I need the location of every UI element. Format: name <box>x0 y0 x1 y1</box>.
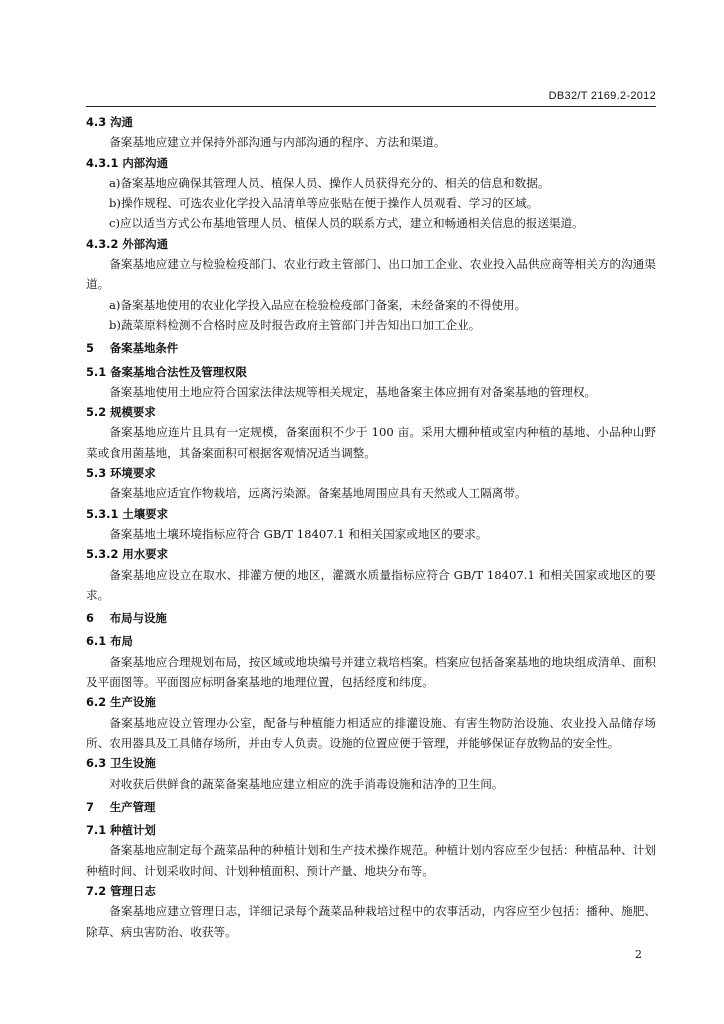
paragraph: 备案基地应制定每个蔬菜品种的种植计划和生产技术操作规范。种植计划内容应至少包括：种植品种、计划种植时间、计划采收时间、计划种植面积、预计产量、地块分布等。 <box>86 843 656 878</box>
list-item: b)蔬菜原料检测不合格时应及时报告政府主管部门并告知出口加工企业。 <box>109 317 481 332</box>
heading-7-1: 7.1 种植计划 <box>86 823 156 838</box>
paragraph: 备案基地使用土地应符合国家法律法规等相关规定，基地备案主体应拥有对备案基地的管理权。 <box>109 384 597 399</box>
list-item: a)备案基地应确保其管理人员、植保人员、操作人员获得充分的、相关的信息和数据。 <box>109 175 550 190</box>
heading-6-3: 6.3 卫生设施 <box>86 756 156 771</box>
paragraph: 备案基地应连片且具有一定规模，备案面积不少于 100 亩。采用大棚种植或室内种植的基地、小品种山野菜或食用菌基地，其备案面积可根据客观情况适当调整。 <box>86 425 656 460</box>
list-item: b)操作规程、可选农业化学投入品清单等应张贴在便于操作人员观看、学习的区域。 <box>109 196 539 211</box>
heading-4-3-1: 4.3.1 内部沟通 <box>86 155 168 170</box>
list-item: a)备案基地使用的农业化学投入品应在检验检疫部门备案，未经备案的不得使用。 <box>109 297 527 312</box>
paragraph: 备案基地应设立在取水、排灌方便的地区，灌溉水质量指标应符合 GB/T 18407.1 和相关国家或地区的要求。 <box>86 567 656 602</box>
heading-6-2: 6.2 生产设施 <box>86 695 156 710</box>
page-number: 2 <box>635 948 642 961</box>
document-body <box>86 112 656 942</box>
heading-6-1: 6.1 布局 <box>86 634 133 649</box>
heading-5-3-2: 5.3.2 用水要求 <box>86 547 168 562</box>
paragraph: 备案基地应建立与检验检疫部门、农业行政主管部门、出口加工企业、农业投入品供应商等相关方的沟通渠道。 <box>86 257 656 292</box>
document-code: DB32/T 2169.2-2012 <box>548 90 656 102</box>
paragraph: 对收获后供鲜食的蔬菜备案基地应建立相应的洗手消毒设施和洁净的卫生间。 <box>109 776 504 791</box>
heading-5-3-1: 5.3.1 土壤要求 <box>86 506 168 521</box>
list-item: c)应以适当方式公布基地管理人员、植保人员的联系方式，建立和畅通相关信息的报送渠道。 <box>109 216 584 231</box>
paragraph: 备案基地应合理规划布局，按区域或地块编号并建立栽培档案。档案应包括备案基地的地块组成清单、面积及平面图等。平面图应标明备案基地的地理位置，包括经度和纬度。 <box>86 654 656 690</box>
header-rule <box>86 106 656 107</box>
paragraph: 备案基地应适宜作物栽培，远离污染源。备案基地周围应具有天然或人工隔离带。 <box>109 486 527 501</box>
heading-6: 6 布局与设施 <box>86 611 167 626</box>
paragraph: 备案基地应建立管理日志，详细记录每个蔬菜品种栽培过程中的农事活动，内容应至少包括：播种、施肥、除草、病虫害防治、收获等。 <box>86 904 656 939</box>
paragraph: 备案基地土壤环境指标应符合 GB/T 18407.1 和相关国家或地区的要求。 <box>109 526 488 541</box>
heading-5-3: 5.3 环境要求 <box>86 466 156 481</box>
heading-4-3-2: 4.3.2 外部沟通 <box>86 236 168 251</box>
paragraph: 备案基地应建立并保持外部沟通与内部沟通的程序、方法和渠道。 <box>109 135 446 150</box>
heading-4-3: 4.3 沟通 <box>86 115 133 129</box>
heading-5-2: 5.2 规模要求 <box>86 405 156 420</box>
heading-5: 5 备案基地条件 <box>86 341 179 356</box>
heading-7-2: 7.2 管理日志 <box>86 883 156 898</box>
heading-7: 7 生产管理 <box>86 799 156 814</box>
heading-5-1: 5.1 备案基地合法性及管理权限 <box>86 364 247 379</box>
paragraph: 备案基地应设立管理办公室，配备与种植能力相适应的排灌设施、有害生物防治设施、农业投入品储存场所、农用器具及工具储存场所，并由专人负责。设施的位置应便于管理，并能够保证存放物品的安全性。 <box>86 715 656 750</box>
